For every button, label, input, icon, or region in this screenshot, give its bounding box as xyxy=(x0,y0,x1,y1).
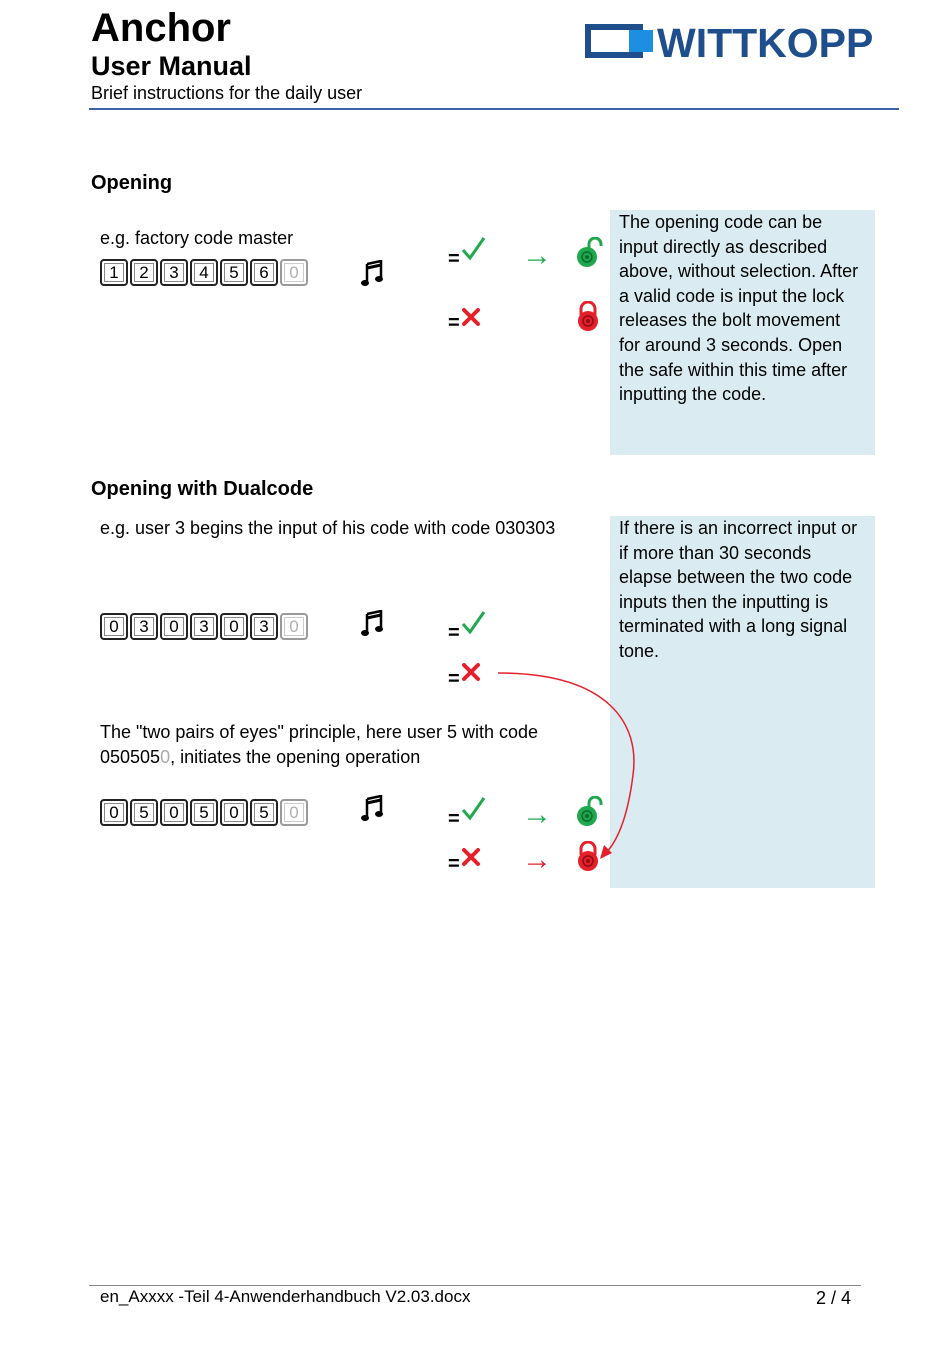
document-subtitle: User Manual xyxy=(91,51,252,81)
key: 0 xyxy=(100,613,128,640)
key: 6 xyxy=(250,259,278,286)
key: 3 xyxy=(190,613,218,640)
arrow-icon: → xyxy=(522,798,552,831)
key: 5 xyxy=(220,259,248,286)
section-heading-dualcode: Opening with Dualcode xyxy=(91,478,314,500)
dualcode-example: e.g. user 3 begins the input of his code with code 030303 xyxy=(100,518,556,538)
key: 5 xyxy=(130,799,158,826)
equals-sign: = xyxy=(448,622,460,644)
music-note-icon xyxy=(360,610,384,643)
key-enter: 0 xyxy=(280,799,308,826)
checkmark-icon xyxy=(460,796,486,827)
footer-rule xyxy=(89,1285,861,1286)
document-description: Brief instructions for the daily user xyxy=(91,83,363,103)
arrow-icon: → xyxy=(522,843,552,876)
key: 0 xyxy=(220,799,248,826)
equals-sign: = xyxy=(448,312,460,334)
key-enter: 0 xyxy=(280,259,308,286)
opening-example: e.g. factory code master xyxy=(100,228,294,248)
unlocked-padlock-icon xyxy=(575,237,603,274)
header-rule xyxy=(89,108,899,110)
page-number: 2 / 4 xyxy=(816,1288,852,1308)
logo-text: WITTKOPP xyxy=(657,20,874,64)
cross-icon xyxy=(461,847,481,872)
section-heading-opening: Opening xyxy=(91,172,173,194)
note-opening: The opening code can be input directly as described above, without selection. After a valid code is input the lock releases the bolt movement for around 3 seconds. Open the safe within this time after inputting the code. xyxy=(610,210,875,455)
key: 0 xyxy=(160,613,188,640)
company-logo xyxy=(585,20,907,69)
equals-sign: = xyxy=(448,248,460,270)
key: 1 xyxy=(100,259,128,286)
key: 2 xyxy=(130,259,158,286)
key: 3 xyxy=(250,613,278,640)
key: 4 xyxy=(190,259,218,286)
keypad-sequence-factory xyxy=(100,259,310,286)
key: 3 xyxy=(160,259,188,286)
error-path-arrow xyxy=(490,665,650,870)
equals-sign: = xyxy=(448,853,460,875)
principle-rest: , initiates the opening operation xyxy=(170,746,421,767)
principle-code-grey-digit: 0 xyxy=(160,746,171,767)
checkmark-icon xyxy=(460,236,486,267)
cross-icon xyxy=(461,662,481,687)
music-note-icon xyxy=(360,260,384,293)
key: 0 xyxy=(100,799,128,826)
cross-icon xyxy=(461,307,481,332)
equals-sign: = xyxy=(448,668,460,690)
music-note-icon xyxy=(360,795,384,828)
note-dualcode: If there is an incorrect input or if more than 30 seconds elapse between the two code inputs then the inputting is terminated with a long signal tone. xyxy=(610,516,875,888)
document-title: Anchor xyxy=(91,6,231,50)
equals-sign: = xyxy=(448,808,460,830)
key: 0 xyxy=(160,799,188,826)
principle-code: 050505 xyxy=(100,746,161,767)
principle-line1: The "two pairs of eyes" principle, here user 5 with code xyxy=(100,722,538,742)
key-enter: 0 xyxy=(280,613,308,640)
keypad-sequence-user5 xyxy=(100,799,310,826)
key: 3 xyxy=(130,613,158,640)
key: 5 xyxy=(190,799,218,826)
key: 0 xyxy=(220,613,248,640)
arrow-icon: → xyxy=(522,239,552,272)
footer-filename: en_Axxxx -Teil 4-Anwenderhandbuch V2.03.docx xyxy=(100,1287,471,1306)
locked-padlock-icon xyxy=(575,301,601,338)
key: 5 xyxy=(250,799,278,826)
keypad-sequence-user3 xyxy=(100,613,310,640)
checkmark-icon xyxy=(460,610,486,641)
